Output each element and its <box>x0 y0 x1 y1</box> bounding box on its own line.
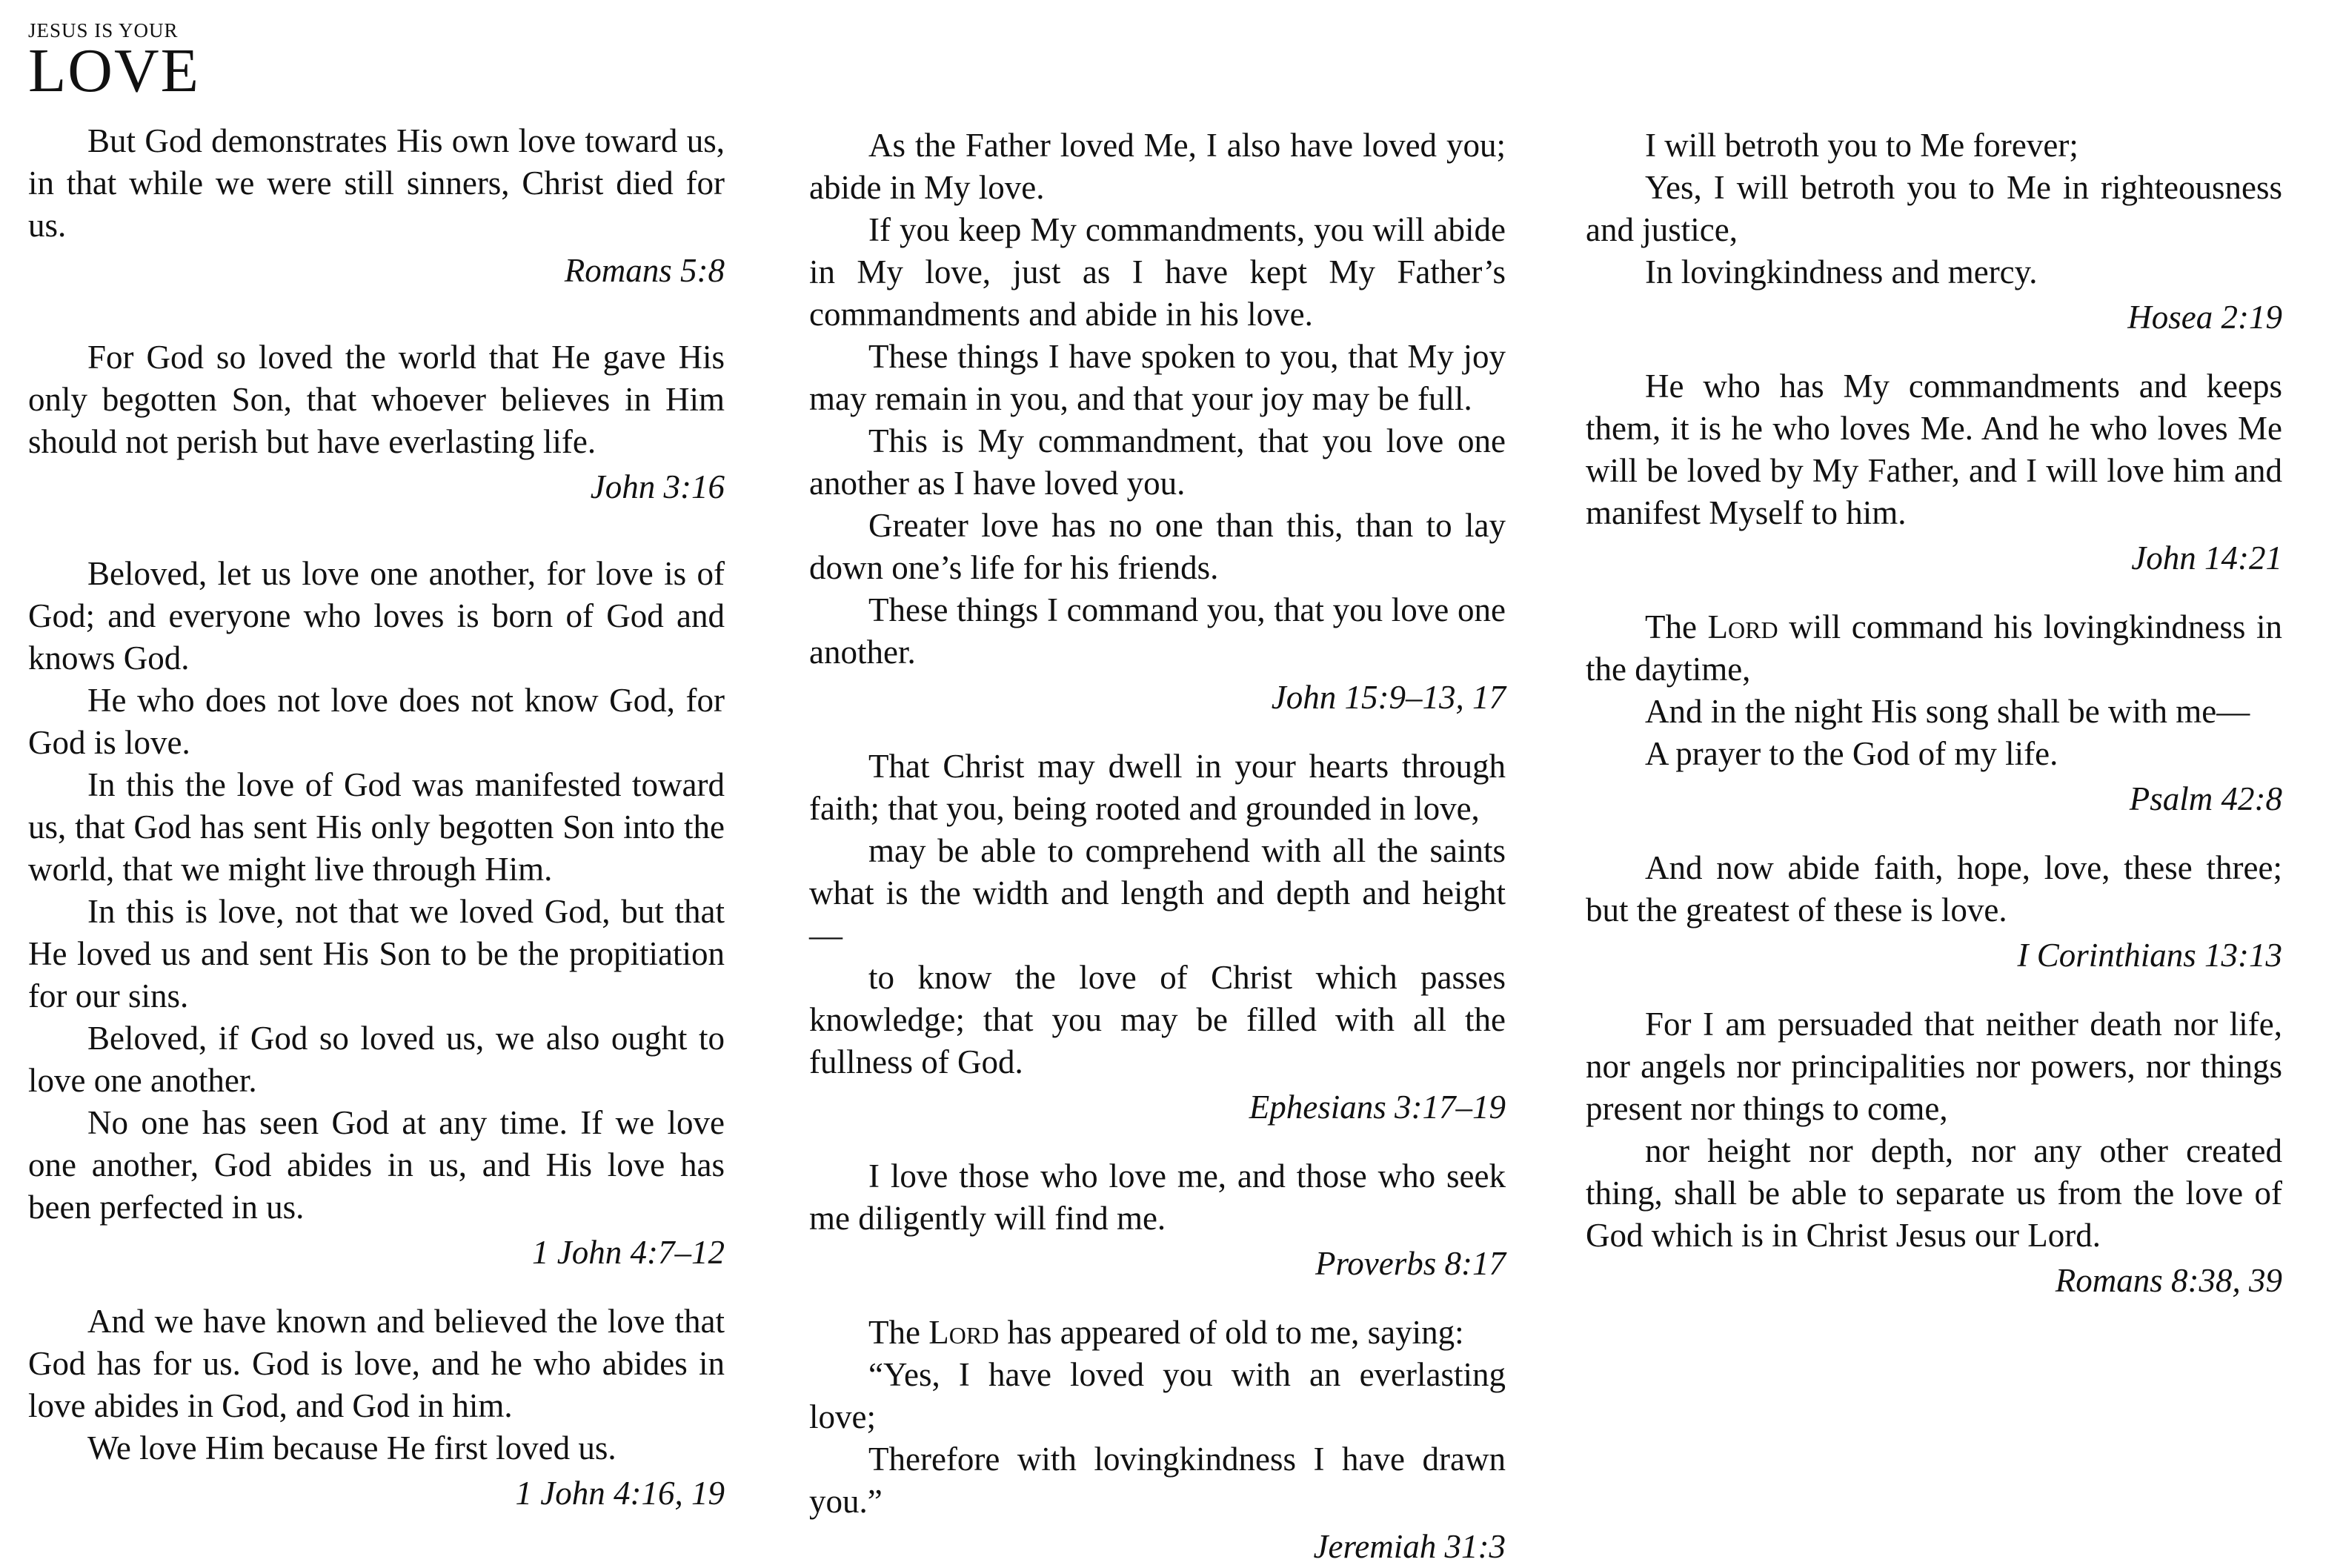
verse-text: And we have known and believed the love that God has for us. God is love, and he who abides in love abides in God, and God in him. <box>28 1303 725 1424</box>
verse-text: In this the love of God was manifested toward us, that God has sent His only begotten Son into the world, that we might live through Him. <box>28 766 725 888</box>
verse-text-end: has appeared of old to me, saying: <box>999 1314 1464 1351</box>
scripture-reference: John 3:16 <box>590 468 725 505</box>
verse-text: I love those who love me, and those who seek me diligently will find me. <box>809 1157 1506 1237</box>
header-kicker: JESUS IS YOUR <box>28 19 179 41</box>
page-header <box>28 19 200 105</box>
scripture-reference: Romans 8:38, 39 <box>2055 1262 2282 1299</box>
verse-text: may be able to comprehend with all the saints what is the width and length and depth and height— <box>809 832 1506 954</box>
verse-text <box>1586 606 2282 691</box>
scripture-reference: I Corinthians 13:13 <box>2017 937 2282 974</box>
verse-text-end: will command his lovingkindness in the daytime, <box>1586 608 2282 688</box>
verse-text: We love Him because He first loved us. <box>87 1429 617 1466</box>
scripture-reference: Ephesians 3:17–19 <box>1249 1089 1506 1126</box>
passage-john-14-21 <box>1586 365 2282 579</box>
passage-john-3-16 <box>28 336 725 508</box>
verse-text: In lovingkindness and mercy. <box>1645 253 2038 290</box>
passage-hosea-2-19 <box>1586 124 2282 339</box>
verse-text-start: The <box>868 1314 929 1351</box>
scripture-reference: Romans 5:8 <box>564 252 725 289</box>
passage-1-john-4-7-12 <box>28 553 725 1274</box>
verse-text <box>809 1312 1506 1354</box>
verse-text: Yes, I will betroth you to Me in righteousness and justice, <box>1586 169 2282 248</box>
verse-text: If you keep My commandments, you will abide in My love, just as I have kept My Father’s commandments and abide in his love. <box>809 211 1506 333</box>
verse-text: For I am persuaded that neither death nor life, nor angels nor principalities nor powers, nor things present nor things to come, <box>1586 1006 2282 1127</box>
passage-psalm-42-8 <box>1586 606 2282 820</box>
verse-text: And now abide faith, hope, love, these three; but the greatest of these is love. <box>1586 849 2282 928</box>
passage-romans-5-8 <box>28 120 725 292</box>
column-1 <box>28 120 725 1515</box>
verse-text: Greater love has no one than this, than to lay down one’s life for his friends. <box>809 507 1506 586</box>
passage-ephesians-3-17-19 <box>809 745 1506 1129</box>
verse-text: As the Father loved Me, I also have loved you; abide in My love. <box>809 127 1506 206</box>
verse-text: For God so loved the world that He gave His only begotten Son, that whoever believes in Him should not perish but have everlasting life. <box>28 339 725 460</box>
scripture-reference: Proverbs 8:17 <box>1315 1245 1506 1282</box>
verse-text: He who does not love does not know God, for God is love. <box>28 682 725 761</box>
verse-text: I will betroth you to Me forever; <box>1645 127 2078 164</box>
passage-proverbs-8-17 <box>809 1155 1506 1285</box>
column-3 <box>1586 124 2282 1302</box>
verse-text: But God demonstrates His own love toward us, in that while we were still sinners, Christ died for us. <box>28 122 725 244</box>
verse-text: Beloved, if God so loved us, we also ought to love one another. <box>28 1020 725 1099</box>
lord-small-caps: Lord <box>928 1314 1000 1351</box>
verse-text: That Christ may dwell in your hearts through faith; that you, being rooted and grounded in love, <box>809 748 1506 827</box>
scripture-reference: 1 John 4:16, 19 <box>515 1475 725 1512</box>
scripture-reference: Jeremiah 31:3 <box>1313 1528 1506 1565</box>
scripture-reference: Psalm 42:8 <box>2129 780 2282 817</box>
verse-text: And in the night His song shall be with me— <box>1645 693 2250 730</box>
verse-text: “Yes, I have loved you with an everlasting love; <box>809 1356 1506 1435</box>
verse-text: A prayer to the God of my life. <box>1645 735 2058 772</box>
column-2 <box>809 124 1506 1568</box>
verse-text: nor height nor depth, nor any other created thing, shall be able to separate us from the love of God which is in Christ Jesus our Lord. <box>1586 1132 2282 1254</box>
scripture-reference: John 14:21 <box>2131 539 2282 577</box>
verse-text: No one has seen God at any time. If we love one another, God abides in us, and His love has been perfected in us. <box>28 1104 725 1226</box>
scripture-reference: John 15:9–13, 17 <box>1271 679 1506 716</box>
verse-text-start: The <box>1645 608 1708 645</box>
page-title: LOVE <box>28 36 200 105</box>
verse-text: to know the love of Christ which passes knowledge; that you may be filled with all the fullness of God. <box>809 959 1506 1080</box>
lord-small-caps: Lord <box>1707 608 1778 645</box>
verse-text: He who has My commandments and keeps them, it is he who loves Me. And he who loves Me will be loved by My Father, and I will love him and manifest Myself to him. <box>1586 368 2282 531</box>
scripture-reference: 1 John 4:7–12 <box>532 1234 725 1271</box>
verse-text: These things I have spoken to you, that My joy may remain in you, and that your joy may be full. <box>809 338 1506 417</box>
verse-text: Beloved, let us love one another, for love is of God; and everyone who loves is born of God and knows God. <box>28 555 725 677</box>
verse-text: These things I command you, that you love one another. <box>809 591 1506 671</box>
passage-1-john-4-16-19 <box>28 1300 725 1515</box>
scripture-reference: Hosea 2:19 <box>2127 299 2282 336</box>
verse-text: In this is love, not that we loved God, but that He loved us and sent His Son to be the propitiation for our sins. <box>28 893 725 1014</box>
passage-1-corinthians-13-13 <box>1586 847 2282 977</box>
verse-text: Therefore with lovingkindness I have drawn you.” <box>809 1441 1506 1520</box>
verse-text: This is My commandment, that you love one another as I have loved you. <box>809 422 1506 502</box>
passage-jeremiah-31-3 <box>809 1312 1506 1568</box>
passage-john-15-9-13-17 <box>809 124 1506 719</box>
passage-romans-8-38-39 <box>1586 1003 2282 1302</box>
